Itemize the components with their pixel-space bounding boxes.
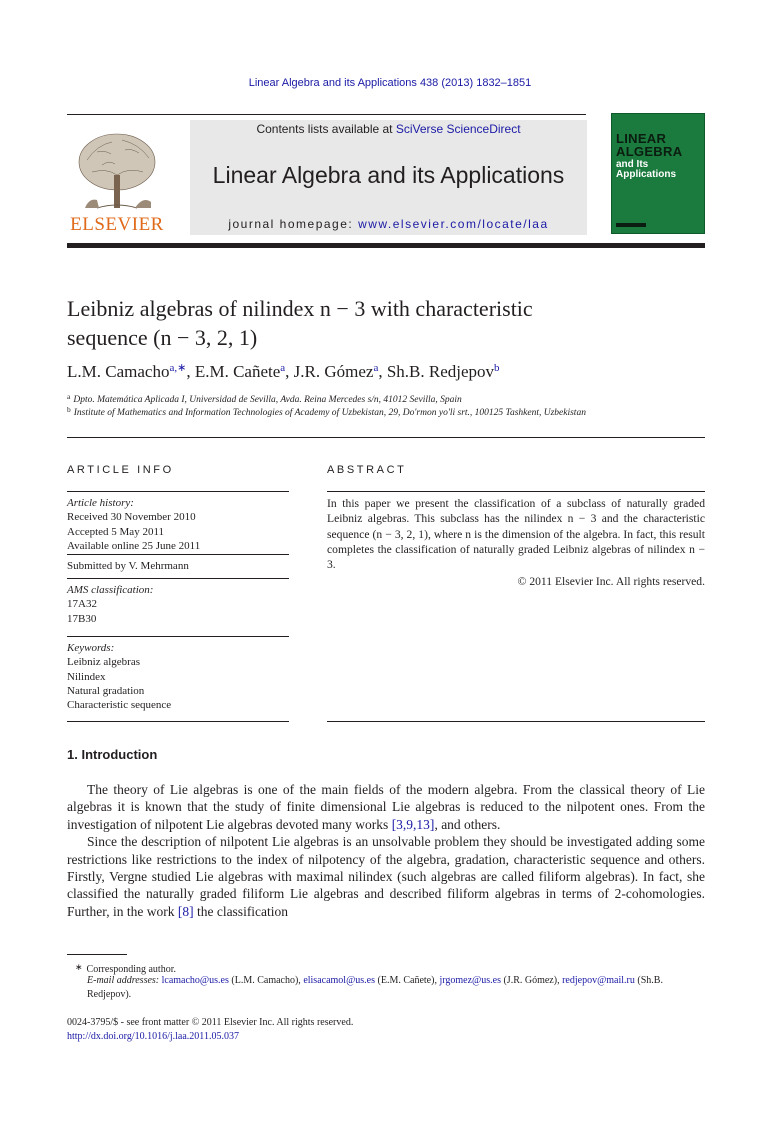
- homepage-prefix: journal homepage:: [228, 217, 359, 231]
- journal-title: Linear Algebra and its Applications: [212, 162, 565, 188]
- contents-line: [190, 122, 587, 136]
- keyword: Natural gradation: [67, 684, 145, 697]
- article-info-heading: ARTICLE INFO: [67, 464, 174, 476]
- email-owner: (E.M. Cañete),: [375, 975, 440, 986]
- email-link[interactable]: redjepov@mail.ru: [562, 975, 635, 986]
- author-sep: ,: [285, 362, 294, 381]
- affiliation: [67, 405, 586, 418]
- header-rule: [67, 114, 586, 115]
- keywords-label: Keywords:: [67, 642, 115, 654]
- author-marks[interactable]: a,∗: [169, 362, 187, 374]
- homepage-link[interactable]: www.elsevier.com/locate/laa: [358, 217, 549, 231]
- ams-classification: [67, 583, 289, 626]
- journal-header-box: [190, 120, 587, 235]
- elsevier-logo: [67, 120, 167, 235]
- email-owner: (J.R. Gómez),: [500, 975, 563, 986]
- paragraph: [67, 833, 705, 920]
- email-note: [67, 974, 705, 1002]
- keyword: Leibniz algebras: [67, 656, 140, 669]
- section-rule: [67, 437, 705, 438]
- header-thick-rule: [67, 243, 705, 248]
- info-divider: [67, 636, 289, 637]
- info-divider: [67, 578, 289, 579]
- online-date: Available online 25 June 2011: [67, 539, 201, 552]
- history-label: Article history:: [67, 497, 134, 509]
- cover-sub-2: Applications: [616, 169, 677, 180]
- section-heading: 1. Introduction: [67, 747, 158, 762]
- email-link[interactable]: lcamacho@us.es: [161, 975, 229, 986]
- author-marks[interactable]: a: [280, 362, 286, 374]
- author-sep: ,: [186, 362, 195, 381]
- author-list: [67, 361, 500, 382]
- email-owner: (Sh.B. Redjepov).: [87, 975, 663, 1000]
- paragraph-text: Since the description of nilpotent Lie algebras is an unsolvable problem they should be investigated adding some restrictions like restrictions to the index of nilpotency of the algebra, gradation, characteristic sequence and others. Firstly, Vergne studied Lie algebras with maximal nilindex (such algebras are called filiform algebras). In fact, she classified the naturally graded filiform Lie algebras and described filiform algebras in terms of 2-cohomologies. Further, in the work: [67, 834, 705, 919]
- cover-title-2: ALGEBRA: [616, 144, 683, 159]
- cover-strip: [616, 223, 646, 227]
- affiliation-text: Dpto. Matemática Aplicada I, Universidad de Sevilla, Avda. Reina Mercedes s/n, 41012 Sevilla, Spain: [73, 395, 462, 405]
- intro-body: [67, 781, 705, 920]
- email-owner: (L.M. Camacho),: [228, 975, 304, 986]
- affiliation-text: Institute of Mathematics and Information Technologies of Academy of Uzbekistan, 29, Do'rmon yo'li srt., 100125 Tashkent, Uzbekistan: [73, 408, 586, 418]
- journal-citation[interactable]: Linear Algebra and its Applications 438 (2013) 1832–1851: [248, 77, 532, 89]
- journal-cover-image: [611, 113, 705, 234]
- copyright: © 2011 Elsevier Inc. All rights reserved.: [517, 575, 705, 588]
- author-sep: ,: [378, 362, 387, 381]
- elsevier-tree-icon: [67, 120, 167, 235]
- abstract-heading: ABSTRACT: [327, 464, 407, 476]
- affiliation: [67, 392, 462, 405]
- doi-link[interactable]: http://dx.doi.org/10.1016/j.laa.2011.05.037: [67, 1031, 239, 1042]
- paragraph-text: The theory of Lie algebras is one of the main fields of the modern algebra. From the classical theory of Lie algebras it is known that the study of finite dimensional Lie algebras is reduced to the nilpotent ones. From the investigation of nilpotent Lie algebras devoted many works: [67, 782, 705, 832]
- title-line-1: Leibniz algebras of nilindex n − 3 with characteristic: [67, 296, 533, 321]
- cover-sub-1: and Its: [616, 159, 649, 170]
- title-line-2: sequence (n − 3, 2, 1): [67, 325, 258, 350]
- received-date: Received 30 November 2010: [67, 511, 196, 524]
- citation-link[interactable]: [3,9,13]: [391, 816, 435, 832]
- paragraph-text: the classification: [193, 903, 289, 919]
- email-label: E-mail addresses:: [87, 975, 162, 986]
- accepted-date: Accepted 5 May 2011: [67, 525, 165, 538]
- abstract-rule: [327, 491, 705, 492]
- author-marks[interactable]: b: [494, 362, 500, 374]
- abstract-text: In this paper we present the classification of a subclass of naturally graded Leibniz algebras. This subclass has the nilindex n − 3 and the characteristic sequence (n − 3, 2, 1), where n is the dimension of the algebra. In fact, this result completes the classification of naturally graded Leibniz algebras of nilindex n − 3.: [327, 497, 705, 572]
- ams-code: 17B30: [67, 612, 97, 625]
- email-link[interactable]: jrgomez@us.es: [439, 975, 501, 986]
- ams-code: 17A32: [67, 598, 97, 611]
- info-divider: [67, 554, 289, 555]
- keywords: [67, 641, 289, 712]
- submitted-by: Submitted by V. Mehrmann: [67, 560, 189, 572]
- elsevier-wordmark: ELSEVIER: [70, 214, 164, 235]
- info-rule: [67, 491, 289, 492]
- author-name: L.M. Camacho: [67, 362, 170, 381]
- author-name: E.M. Cañete: [194, 362, 281, 381]
- homepage-line: [190, 217, 587, 231]
- affiliation-mark: b: [67, 405, 71, 414]
- abstract-bottom-rule: [327, 721, 705, 722]
- ams-label: AMS classification:: [67, 584, 154, 596]
- article-history: [67, 496, 289, 553]
- issn-line: 0024-3795/$ - see front matter © 2011 Elsevier Inc. All rights reserved.: [67, 1017, 354, 1028]
- paragraph: [67, 781, 705, 833]
- keyword: Characteristic sequence: [67, 699, 172, 712]
- asterisk-mark: ∗: [75, 962, 83, 972]
- affiliation-mark: a: [67, 392, 71, 401]
- author-marks[interactable]: a: [373, 362, 379, 374]
- keyword: Nilindex: [67, 670, 106, 683]
- sciencedirect-link[interactable]: SciVerse ScienceDirect: [395, 122, 521, 136]
- citation-link[interactable]: [8]: [177, 903, 194, 919]
- footnote-rule: [67, 954, 127, 955]
- info-bottom-rule: [67, 721, 289, 722]
- author-name: Sh.B. Redjepov: [386, 362, 495, 381]
- contents-prefix: Contents lists available at: [256, 122, 396, 136]
- corresponding-text: Corresponding author.: [86, 964, 176, 975]
- paper-title: [67, 294, 687, 352]
- paragraph-text: , and others.: [434, 816, 501, 832]
- email-link[interactable]: elisacamol@us.es: [303, 975, 376, 986]
- cover-title-1: LINEAR: [616, 131, 667, 146]
- author-name: J.R. Gómez: [293, 362, 374, 381]
